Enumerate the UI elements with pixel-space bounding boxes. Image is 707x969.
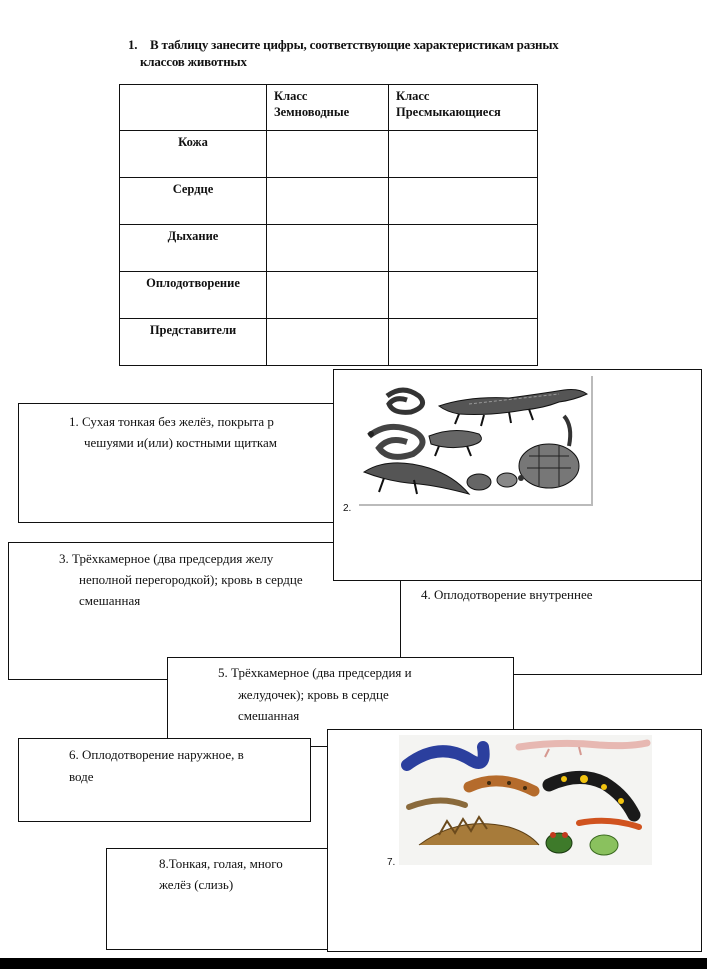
card-3-line-1: 3. Трёхкамерное (два предсердия желу	[59, 551, 274, 566]
table-corner-cell	[120, 85, 267, 131]
amphibians-header-line-2: Земноводные	[274, 105, 350, 119]
classification-table	[119, 84, 538, 366]
answer-cell-amphibians-skin[interactable]	[267, 131, 389, 178]
reptiles-drawing	[359, 376, 591, 504]
card-3-line-3: смешанная	[79, 593, 141, 608]
answer-cell-reptiles-representatives[interactable]	[389, 319, 538, 366]
answer-cell-amphibians-fertilization[interactable]	[267, 272, 389, 319]
answer-cell-reptiles-heart[interactable]	[389, 178, 538, 225]
table-row	[120, 225, 538, 272]
task-title-line-1: В таблицу занесите цифры, соответствующие характеристикам разных	[150, 37, 559, 52]
card-8-line-2: желёз (слизь)	[159, 877, 234, 892]
card-8-line-1: 8.Тонкая, голая, много	[159, 856, 283, 871]
card-6-line-2: воде	[69, 769, 94, 784]
answer-cell-reptiles-skin[interactable]	[389, 131, 538, 178]
reptiles-header-line-1: Класс	[396, 89, 430, 103]
row-label-fertilization	[120, 272, 267, 319]
table-row	[120, 131, 538, 178]
table-row	[120, 178, 538, 225]
card-7-amphibians-picture[interactable]	[327, 729, 702, 952]
row-label-text: Представители	[149, 323, 237, 337]
card-5-line-1: 5. Трёхкамерное (два предсердия и	[218, 665, 412, 680]
table-row	[120, 272, 538, 319]
card-8-thin-bare-skin[interactable]	[106, 848, 338, 950]
amphibians-header	[267, 85, 389, 131]
row-label-representatives	[120, 319, 267, 366]
amphibians-drawing	[399, 735, 652, 865]
answer-cell-amphibians-representatives[interactable]	[267, 319, 389, 366]
table-header-row	[120, 85, 538, 131]
task-title-line-2: классов животных	[140, 54, 247, 69]
card-6-line-1: 6. Оплодотворение наружное, в	[69, 747, 244, 762]
task-number: 1.	[128, 37, 138, 52]
card-6-external-fertilization[interactable]	[18, 738, 311, 822]
amphibians-illustration	[399, 735, 652, 865]
card-2-reptiles-picture[interactable]	[333, 369, 702, 581]
reptiles-illustration	[359, 376, 593, 506]
row-label-skin	[120, 131, 267, 178]
card-5-line-3: смешанная	[238, 708, 300, 723]
answer-cell-amphibians-breathing[interactable]	[267, 225, 389, 272]
row-label-breathing	[120, 225, 267, 272]
row-label-text: Оплодотворение	[146, 276, 240, 290]
amphibians-header-line-1: Класс	[274, 89, 308, 103]
answer-cell-amphibians-heart[interactable]	[267, 178, 389, 225]
card-1-line-2: чешуями и(или) костными щиткам	[84, 435, 277, 450]
card-3-line-2: неполной перегородкой); кровь в сердце	[79, 572, 303, 587]
answer-cell-reptiles-breathing[interactable]	[389, 225, 538, 272]
card-1-dry-skin[interactable]	[18, 403, 348, 523]
reptiles-header	[389, 85, 538, 131]
reptiles-header-line-2: Пресмыкающиеся	[396, 105, 501, 119]
row-label-heart	[120, 178, 267, 225]
answer-cell-reptiles-fertilization[interactable]	[389, 272, 538, 319]
card-7-number: 7.	[387, 857, 396, 868]
card-1-line-1: 1. Сухая тонкая без желёз, покрыта р	[69, 414, 274, 429]
card-4-line-1: 4. Оплодотворение внутреннее	[421, 587, 593, 602]
row-label-text: Кожа	[178, 135, 208, 149]
card-5-line-2: желудочек); кровь в сердце	[238, 687, 389, 702]
row-label-text: Сердце	[172, 182, 214, 196]
card-2-number: 2.	[343, 503, 352, 514]
row-label-text: Дыхание	[167, 229, 219, 243]
table-row	[120, 319, 538, 366]
